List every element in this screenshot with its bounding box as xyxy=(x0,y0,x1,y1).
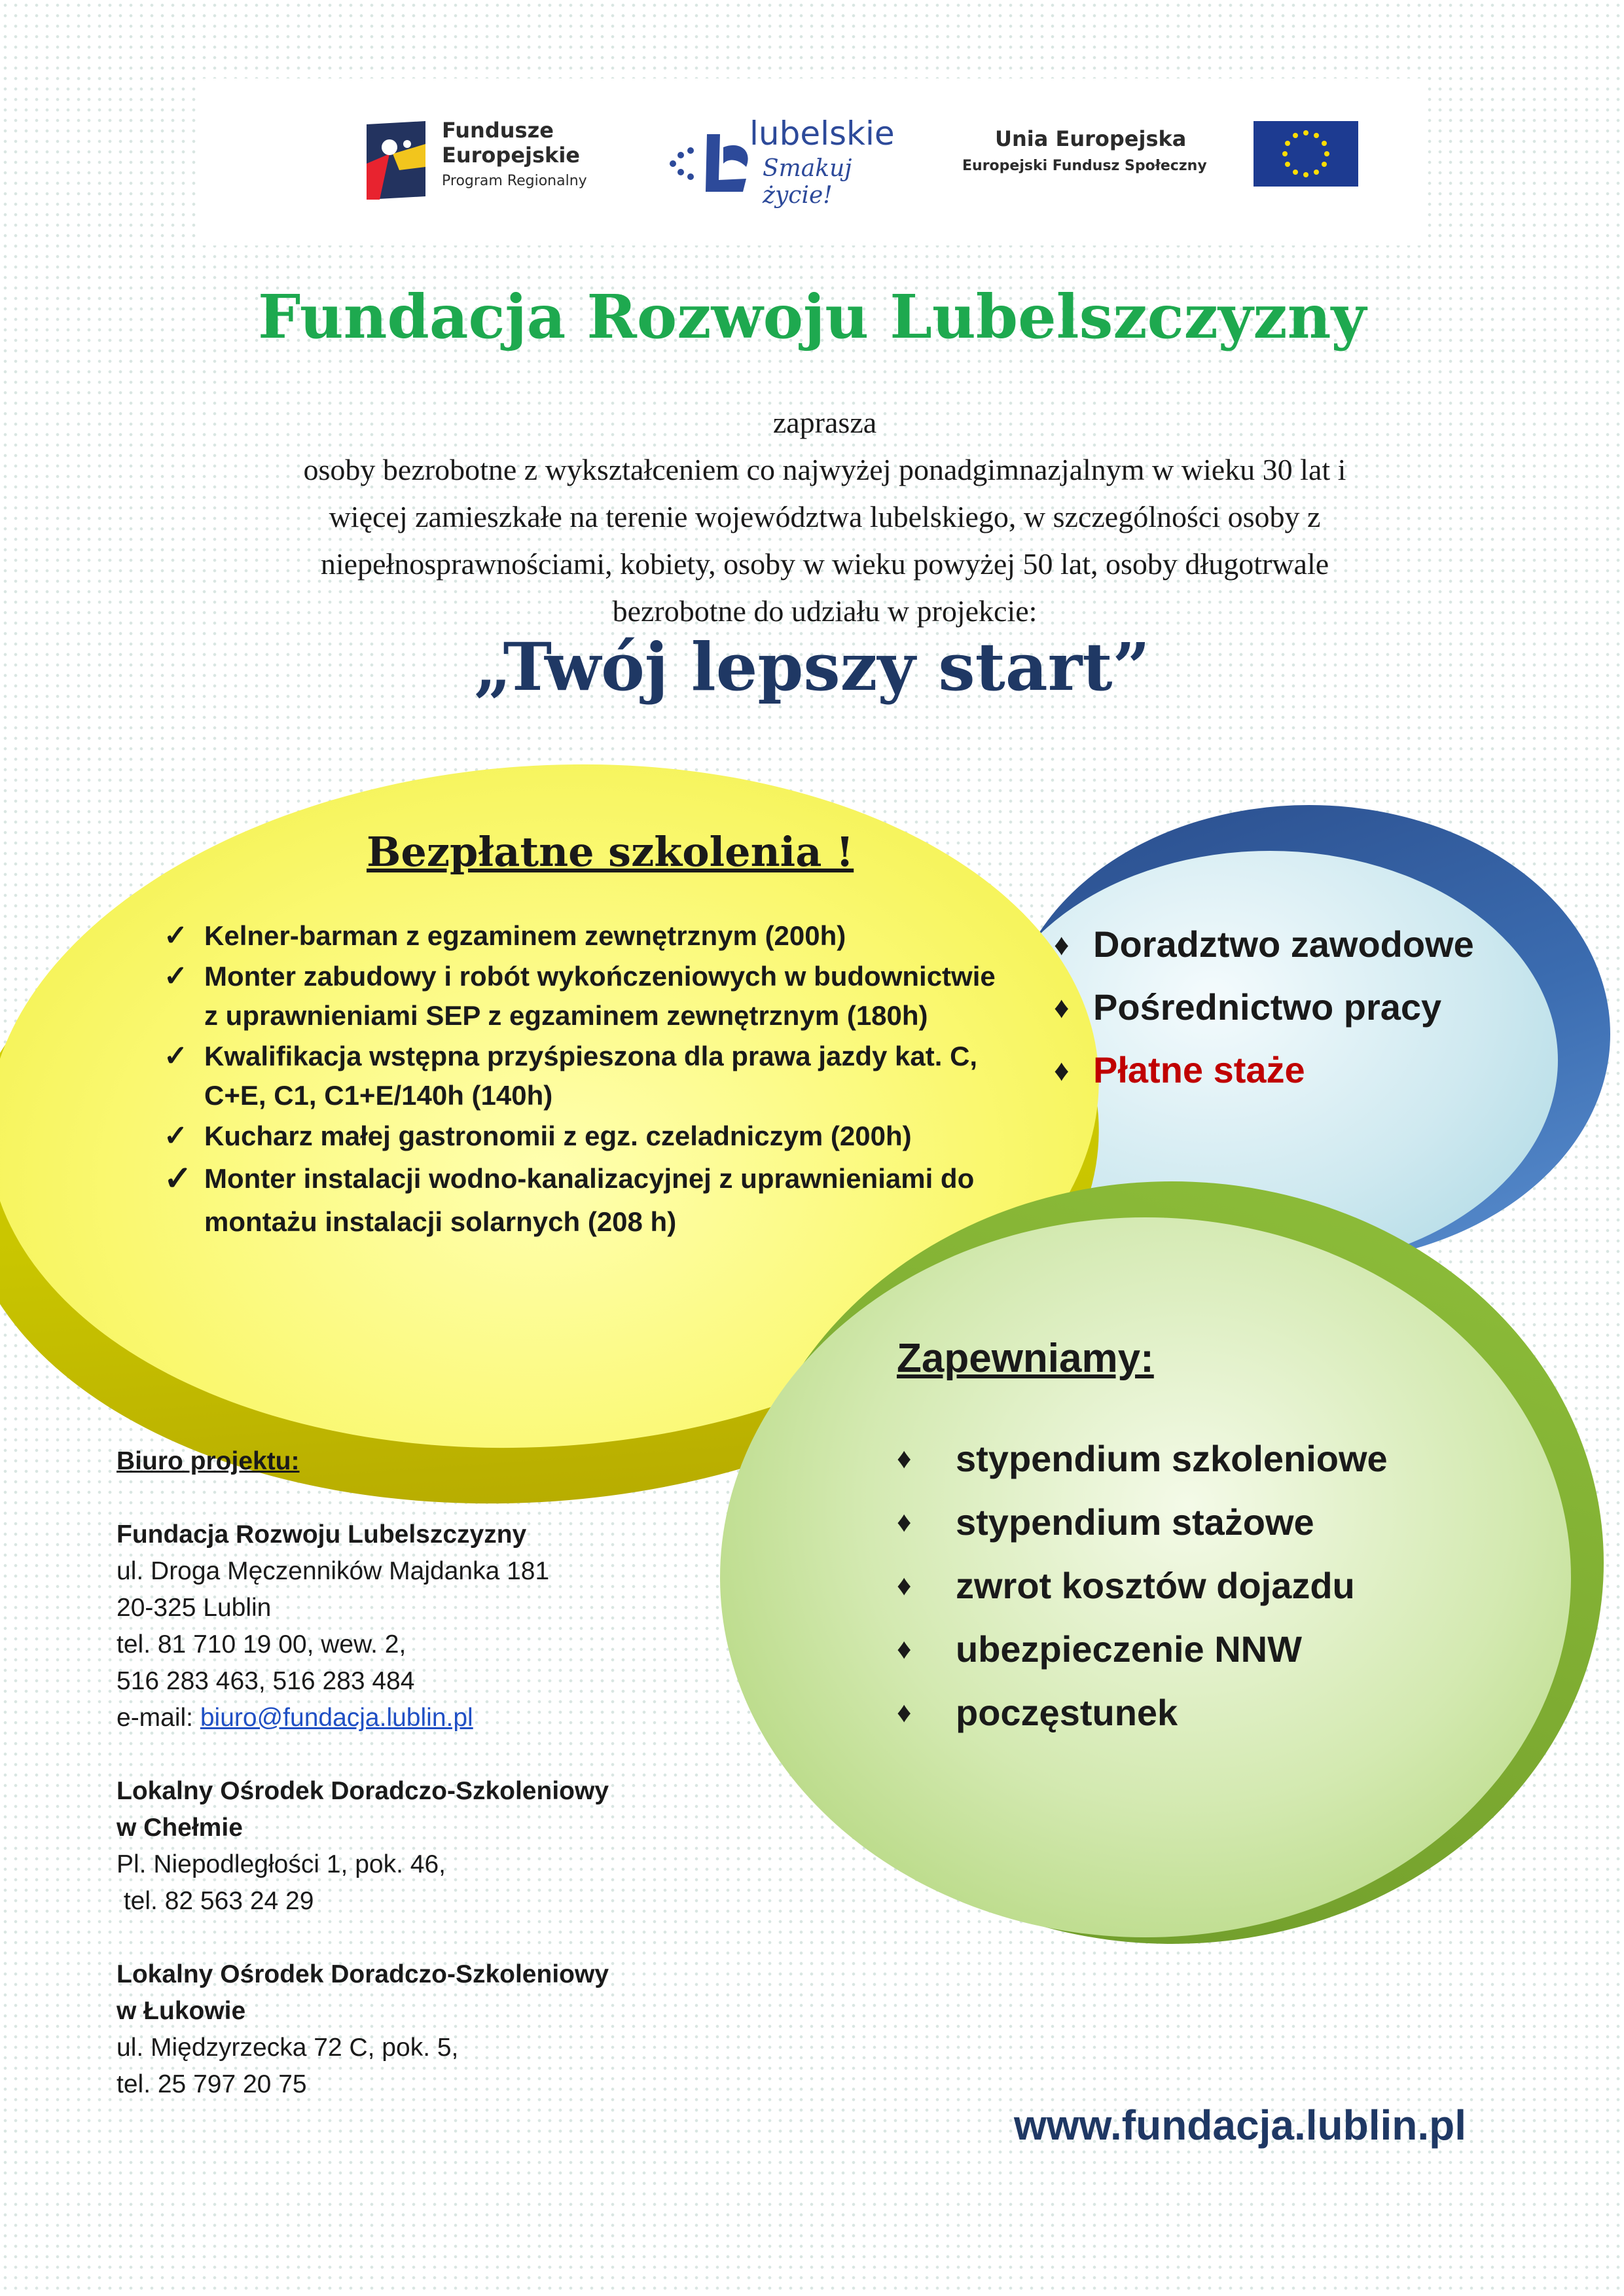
project-name: „Twój lepszy start” xyxy=(473,628,1151,706)
training-item xyxy=(164,916,1015,956)
checkmark-icon: ✓ xyxy=(164,1040,188,1072)
benefit-item xyxy=(897,1427,1486,1490)
service-item xyxy=(1054,976,1525,1039)
training-heading: Bezpłatne szkolenia ! xyxy=(367,828,854,876)
contact-section xyxy=(117,1443,771,2103)
diamond-bullet-icon: ♦ xyxy=(897,1570,912,1602)
training-item xyxy=(164,1117,1015,1156)
fundusze-line3: Program Regionalny xyxy=(442,173,587,189)
checkmark-icon: ✓ xyxy=(164,1120,188,1152)
service-item-text: Doradztwo zawodowe xyxy=(1093,924,1474,965)
lubelskie-name: lubelskie xyxy=(749,115,895,152)
lukow-address: ul. Międzyrzecka 72 C, pok. 5, xyxy=(117,2034,459,2062)
lubelskie-symbol-icon xyxy=(661,128,759,200)
intro-line: osoby bezrobotne z wykształceniem co najwyżej ponadgimnazjalnym w wieku 30 lat i xyxy=(303,453,1346,486)
benefit-item-text: poczęstunek xyxy=(956,1692,1178,1733)
checkmark-icon: ✓ xyxy=(164,920,188,952)
intro-text xyxy=(183,399,1466,635)
benefit-item xyxy=(897,1554,1486,1617)
ue-line1: Unia Europejska xyxy=(995,126,1187,151)
checkmark-icon: ✓ xyxy=(164,1160,192,1198)
training-item-text: Kucharz małej gastronomii z egz. czeladniczym (200h) xyxy=(204,1121,912,1151)
lukow-tel: tel. 25 797 20 75 xyxy=(117,2070,307,2098)
diamond-bullet-icon: ♦ xyxy=(1054,927,1070,961)
benefit-item-text: ubezpieczenie NNW xyxy=(956,1628,1302,1670)
website-link[interactable]: www.fundacja.lublin.pl xyxy=(1014,2102,1466,2149)
benefit-item-text: stypendium szkoleniowe xyxy=(956,1438,1388,1479)
training-list xyxy=(164,916,1015,1245)
benefits-list xyxy=(897,1427,1486,1744)
eu-flag-icon xyxy=(1254,121,1358,187)
contact-heading: Biuro projektu: xyxy=(117,1447,300,1475)
fundusze-line1: Fundusze xyxy=(442,118,554,143)
checkmark-icon: ✓ xyxy=(164,960,188,992)
training-item xyxy=(164,957,1015,1035)
intro-line: więcej zamieszkałe na terenie województwa lubelskiego, w szczególności osoby z xyxy=(329,500,1321,533)
fundusze-flag-icon xyxy=(360,118,432,203)
chelm-tel: tel. 82 563 24 29 xyxy=(117,1887,314,1915)
lubelskie-slogan: Smakuj życie! xyxy=(763,155,852,209)
diamond-bullet-icon: ♦ xyxy=(1054,990,1070,1024)
chelm-office-name: Lokalny Ośrodek Doradczo-Szkoleniowy xyxy=(117,1777,609,1805)
office-city: 20-325 Lublin xyxy=(117,1594,272,1622)
fundusze-line2: Europejskie xyxy=(442,143,580,168)
email-link[interactable]: biuro@fundacja.lublin.pl xyxy=(200,1704,473,1732)
office-address: ul. Droga Męczenników Majdanka 181 xyxy=(117,1557,550,1585)
email-row xyxy=(117,1700,771,1736)
fundusze-europejskie-logo xyxy=(360,118,635,203)
training-item-text: Monter zabudowy i robót wykończeniowych w budownictwie z uprawnieniami SEP z egzaminem zewnętrznym (180h) xyxy=(204,961,996,1031)
intro-line: niepełnosprawnościami, kobiety, osoby w wieku powyżej 50 lat, osoby długotrwale xyxy=(320,547,1329,581)
training-item-text: Kwalifikacja wstępna przyśpieszona dla prawa jazdy kat. C, C+E, C1, C1+E/140h (140h) xyxy=(204,1041,978,1111)
benefit-item xyxy=(897,1681,1486,1744)
lukow-office-location: w Łukowie xyxy=(117,1997,246,2025)
benefit-item-text: zwrot kosztów dojazdu xyxy=(956,1565,1355,1606)
office-tel2: 516 283 463, 516 283 484 xyxy=(117,1667,415,1695)
office-tel: tel. 81 710 19 00, wew. 2, xyxy=(117,1630,406,1659)
services-list xyxy=(1054,913,1525,1102)
chelm-office-location: w Chełmie xyxy=(117,1814,243,1842)
email-label: e-mail: xyxy=(117,1704,200,1732)
diamond-bullet-icon: ♦ xyxy=(1054,1053,1070,1087)
ue-line2: Europejski Fundusz Społeczny xyxy=(962,158,1207,174)
unia-europejska-logo xyxy=(962,121,1401,193)
diamond-bullet-icon: ♦ xyxy=(897,1696,912,1729)
benefit-item xyxy=(897,1617,1486,1681)
invite-word: zaprasza xyxy=(772,406,877,439)
service-item-text: Pośrednictwo pracy xyxy=(1093,986,1442,1028)
lubelskie-logo xyxy=(661,115,910,209)
chelm-address: Pl. Niepodległości 1, pok. 46, xyxy=(117,1850,446,1878)
benefits-heading: Zapewniamy: xyxy=(897,1336,1154,1381)
training-item xyxy=(164,1037,1015,1115)
lukow-office-name: Lokalny Ośrodek Doradczo-Szkoleniowy xyxy=(117,1960,609,1988)
logo-bar xyxy=(196,79,1427,245)
service-item xyxy=(1054,913,1525,976)
diamond-bullet-icon: ♦ xyxy=(897,1506,912,1538)
diamond-bullet-icon: ♦ xyxy=(897,1443,912,1475)
training-item-text: Monter instalacji wodno-kanalizacyjnej z uprawnieniami do montażu instalacji solarnych (208 h) xyxy=(204,1163,975,1237)
page-title: Fundacja Rozwoju Lubelszczyzny xyxy=(258,281,1366,352)
benefit-item xyxy=(897,1490,1486,1554)
benefit-item-text: stypendium stażowe xyxy=(956,1501,1314,1543)
training-item xyxy=(164,1157,1015,1244)
office-name: Fundacja Rozwoju Lubelszczyzny xyxy=(117,1520,527,1549)
service-item xyxy=(1054,1039,1525,1102)
intro-line: bezrobotne do udziału w projekcie: xyxy=(612,594,1038,628)
training-item-text: Kelner-barman z egzaminem zewnętrznym (200h) xyxy=(204,920,846,951)
service-item-text: Płatne staże xyxy=(1093,1049,1305,1090)
diamond-bullet-icon: ♦ xyxy=(897,1633,912,1665)
